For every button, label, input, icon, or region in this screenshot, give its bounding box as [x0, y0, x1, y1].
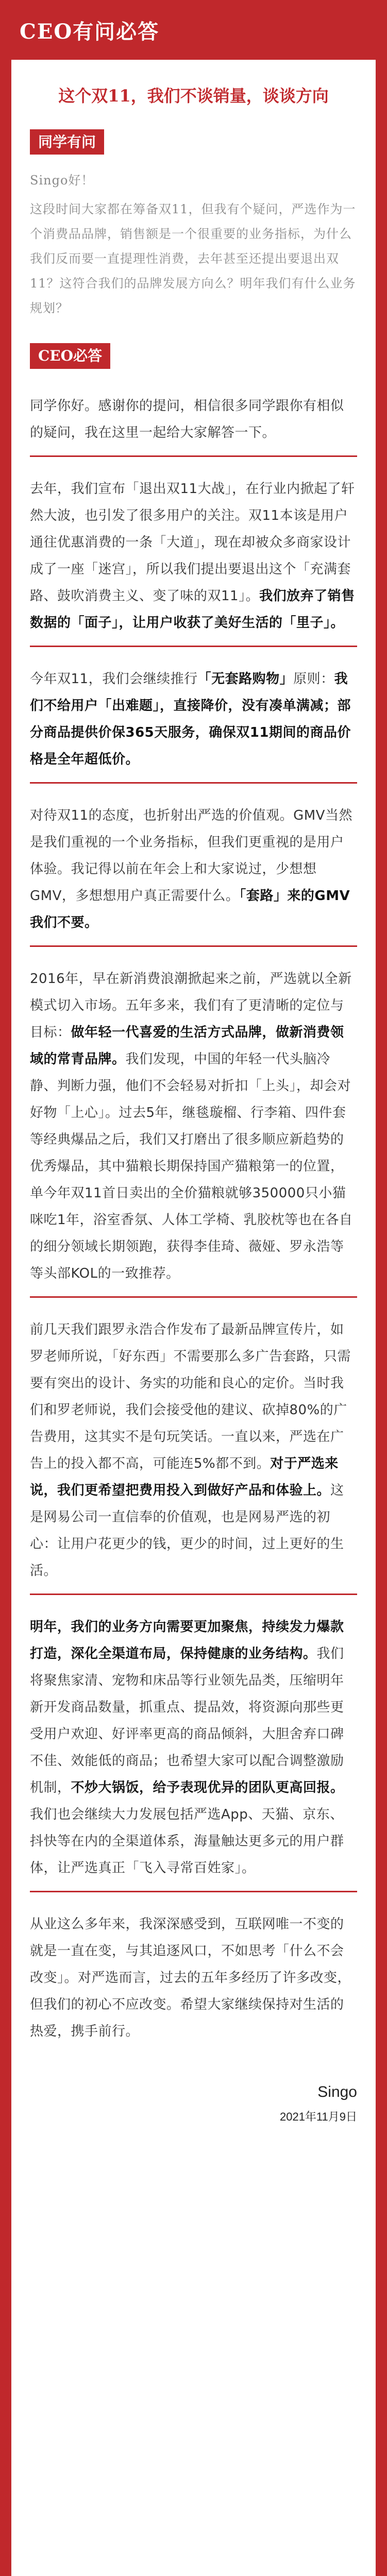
paragraph-text: 从业这么多年来，我深深感受到，互联网唯一不变的就是一直在变，与其追逐风口，不如思考「什么不会改变」。对严选而言，过去的五年多经历了许多改变，但我们的初心不应改变。希望大家继续保持对生活的热爱，携手前行。: [30, 1916, 351, 2039]
paragraph-text: 我们也会继续大力发展包括严选App、天猫、京东、抖快等在内的全渠道体系，海量触达更多元的用户群体，让严选真正「飞入寻常百姓家」。: [30, 1806, 344, 1876]
signature: [30, 2081, 357, 2127]
article-headline: 这个双11，我们不谈销量，谈谈方向: [58, 86, 329, 106]
page-title: CEO有问必答: [20, 19, 160, 44]
question-text: 这段时间大家都在筹备双11，但我有个疑问，严选作为一个消费品品牌，销售额是一个很重要的业务指标，为什么我们反而要一直提理性消费，去年甚至还提出要退出双11？这符合我们的品牌发展方向么？明年我们有什么业务规划？: [30, 202, 356, 316]
article-card: [11, 60, 376, 2576]
answer-paragraph: [30, 647, 357, 784]
emphasis-text: 「套路」来的GMV我们不要。: [30, 888, 350, 930]
paragraph-text: 对待双11的态度，也折射出严选的价值观。GMV当然是我们重视的一个业务指标，但我们更重视的是用户体验。我记得以前在年会上和大家说过，少想想GMV，多想想用户真正需要什么。: [30, 807, 352, 904]
paragraph-text: 我们发现，中国的年轻一代头脑冷静、判断力强，他们不会轻易对折扣「上头」，却会对好物「上心」。过去5年，继毯璇榴、行李箱、四件套等经典爆品之后，我们又打磨出了很多顺应新趋势的优秀爆品，其中猫粮长期保持国产猫粮第一的位置，单今年双11首日卖出的全价猫粮就够350000只小猫咪吃1年，浴室香氛、人体工学椅、乳胶枕等也在各自的细分领域长期领跑，获得李佳琦、薇娅、罗永浩等等头部KOL的一致推荐。: [30, 1051, 353, 1281]
emphasis-text: 我们不给用户「出难题」，直接降价，没有凑单满减；部分商品提供价保365天服务，确保双11期间的商品价格是全年超低价。: [30, 671, 351, 767]
answer-paragraph: [30, 383, 357, 457]
answer-paragraph: [30, 457, 357, 647]
answer-paragraph: [30, 1595, 357, 1892]
paragraph-text: 原则：: [293, 671, 334, 687]
answer-paragraph: [30, 1892, 357, 2054]
paragraph-text: 这是网易公司一直信奉的价值观，也是网易严选的初心：让用户花更少的钱，更少的时间，过上更好的生活。: [30, 1482, 344, 1579]
emphasis-text: 我们放弃了销售数据的「面子」，让用户收获了美好生活的「里子」。: [30, 588, 355, 631]
signature-date: 2021年11月9日: [279, 2110, 357, 2123]
answer-paragraph: [30, 1298, 357, 1595]
emphasis-text: 不炒大锅饭，给予表现优异的团队更高回报。: [71, 1780, 344, 1795]
emphasis-text: 明年，我们的业务方向需要更加聚焦，持续发力爆款打造，深化全渠道布局，保持健康的业务结构。: [30, 1619, 344, 1662]
answer-paragraph: [30, 784, 357, 947]
paragraph-text: 我们将聚焦家清、宠物和床品等行业领先品类，压缩明年新开发商品数量，抓重点、提品效，将资源向那些更受用户欢迎、好评率更高的商品倾斜，大胆舍弃口碑不佳、效能低的商品；也希望大家可以配合调整激励机制，: [30, 1646, 344, 1795]
paragraph-text: 同学你好。感谢你的提问，相信很多同学跟你有相似的疑问，我在这里一起给大家解答一下。: [30, 398, 344, 440]
answer-label: CEO必答: [30, 343, 110, 369]
page-header: [0, 0, 387, 60]
question-block: [30, 168, 357, 320]
emphasis-text: 对于严选来说，我们更希望把费用投入到做好产品和体验上。: [30, 1455, 339, 1498]
answer-body: [30, 383, 357, 2054]
paragraph-text: 前几天我们跟罗永浩合作发布了最新品牌宣传片，如罗老师所说，「好东西」不需要那么多广告套路，只需要有突出的设计、务实的功能和良心的定价。当时我们和罗老师说，我们会接受他的建议、砍掉80%的广告费用，这其实不是句玩笑话。一直以来，严选在广告上的投入都不高，可能连5%都不到。: [30, 1321, 351, 1471]
paragraph-text: 今年双11，我们会继续推行: [30, 671, 198, 687]
paragraph-text: 去年，我们宣布「退出双11大战」，在行业内掀起了轩然大波，也引发了很多用户的关注。双11本该是用户通往优惠消费的一条「大道」，现在却被众多商家设计成了一座「迷宫」，所以我们提出要退出这个「充满套路、鼓吹消费主义、变了味的双11」。: [30, 481, 355, 604]
signature-name: Singo: [317, 2083, 357, 2100]
emphasis-text: 「无套路购物」: [197, 671, 294, 687]
answer-paragraph: [30, 947, 357, 1298]
paragraph-text: 2016年，早在新消费浪潮掀起来之前，严选就以全新模式切入市场。五年多来，我们有了更清晰的定位与目标：: [30, 971, 352, 1040]
emphasis-text: 做年轻一代喜爱的生活方式品牌，做新消费领域的常青品牌。: [30, 1024, 344, 1067]
question-greeting: Singo好！: [30, 173, 94, 188]
question-label: 同学有问: [30, 129, 104, 155]
